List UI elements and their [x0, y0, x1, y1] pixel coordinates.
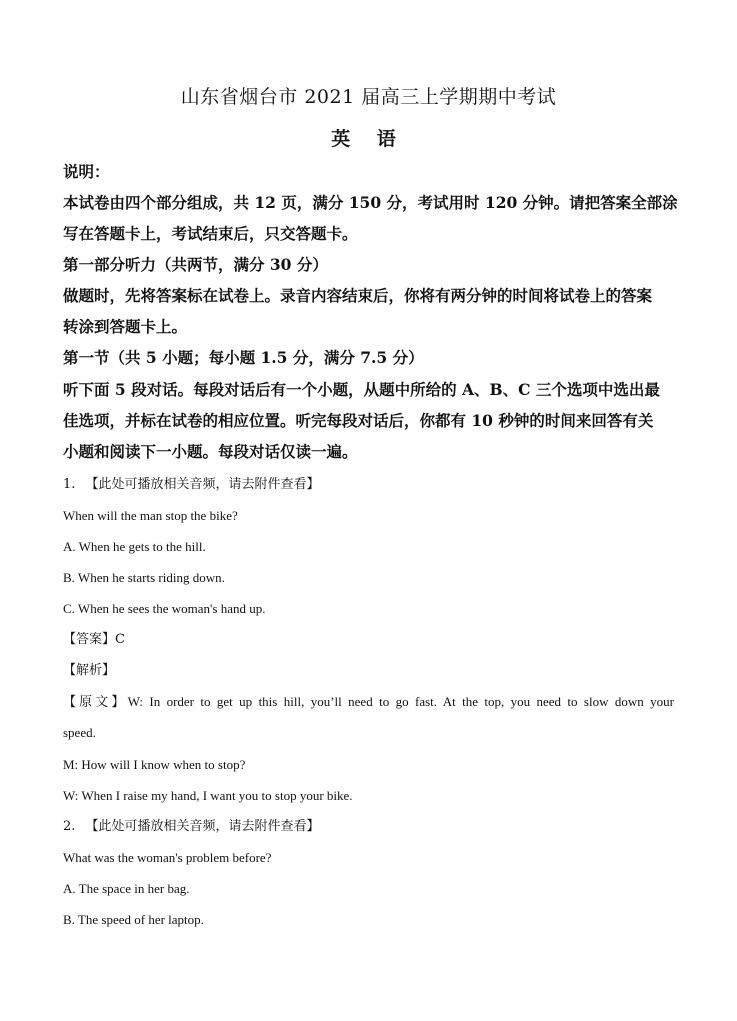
question-1-audio-note: 【此处可播放相关音频，请去附件查看】 — [85, 477, 320, 492]
question-2-header — [63, 818, 320, 836]
question-2-number: 2. — [63, 819, 76, 834]
question-1-analysis-label: 【解析】 — [63, 663, 116, 678]
question-1-answer: 【答案】C — [63, 632, 125, 647]
question-1-header — [63, 476, 320, 494]
page-title: 山东省烟台市 2021 届高三上学期期中考试 — [180, 86, 557, 108]
question-1-option-a: A. When he gets to the hill. — [63, 539, 206, 554]
part1-title: 第一部分听力（共两节，满分 30 分） — [63, 255, 328, 274]
question-1-transcript-line-3: W: When I raise my hand, I want you to stop your bike. — [63, 788, 353, 803]
question-1-option-c: C. When he sees the woman's hand up. — [63, 601, 266, 616]
section1-title: 第一节（共 5 小题；每小题 1.5 分，满分 7.5 分） — [63, 348, 424, 367]
question-2-option-b: B. The speed of her laptop. — [63, 912, 204, 927]
question-2-audio-note: 【此处可播放相关音频，请去附件查看】 — [85, 819, 320, 834]
section1-line-1: 听下面 5 段对话。每段对话后有一个小题，从题中所给的 A、B、C 三个选项中选出最 — [63, 380, 660, 399]
instructions-line-1: 本试卷由四个部分组成，共 12 页，满分 150 分，考试用时 120 分钟。请把答案全部涂 — [63, 193, 678, 212]
part1-line-2: 转涂到答题卡上。 — [63, 317, 188, 336]
question-1-text: When will the man stop the bike? — [63, 508, 238, 523]
question-2-text: What was the woman's problem before? — [63, 850, 272, 865]
question-1-transcript-line-1: 【原文】W: In order to get up this hill, you’ll need to go fast. At the top, you need to slow down your — [63, 694, 674, 709]
instructions-label: 说明： — [63, 162, 110, 181]
part1-line-1: 做题时，先将答案标在试卷上。录音内容结束后，你将有两分钟的时间将试卷上的答案 — [63, 286, 653, 305]
section1-line-3: 小题和阅读下一小题。每段对话仅读一遍。 — [63, 442, 358, 461]
question-2-option-a: A. The space in her bag. — [63, 881, 190, 896]
section1-line-2: 佳选项，并标在试卷的相应位置。听完每段对话后，你都有 10 秒钟的时间来回答有关 — [63, 411, 654, 430]
question-1-transcript-line-2: M: How will I know when to stop? — [63, 757, 246, 772]
question-1-transcript-line-1b: speed. — [63, 725, 96, 740]
instructions-line-2: 写在答题卡上，考试结束后，只交答题卡。 — [63, 224, 358, 243]
question-1-number: 1. — [63, 477, 76, 492]
question-1-option-b: B. When he starts riding down. — [63, 570, 225, 585]
subject-title: 英 语 — [331, 128, 406, 150]
